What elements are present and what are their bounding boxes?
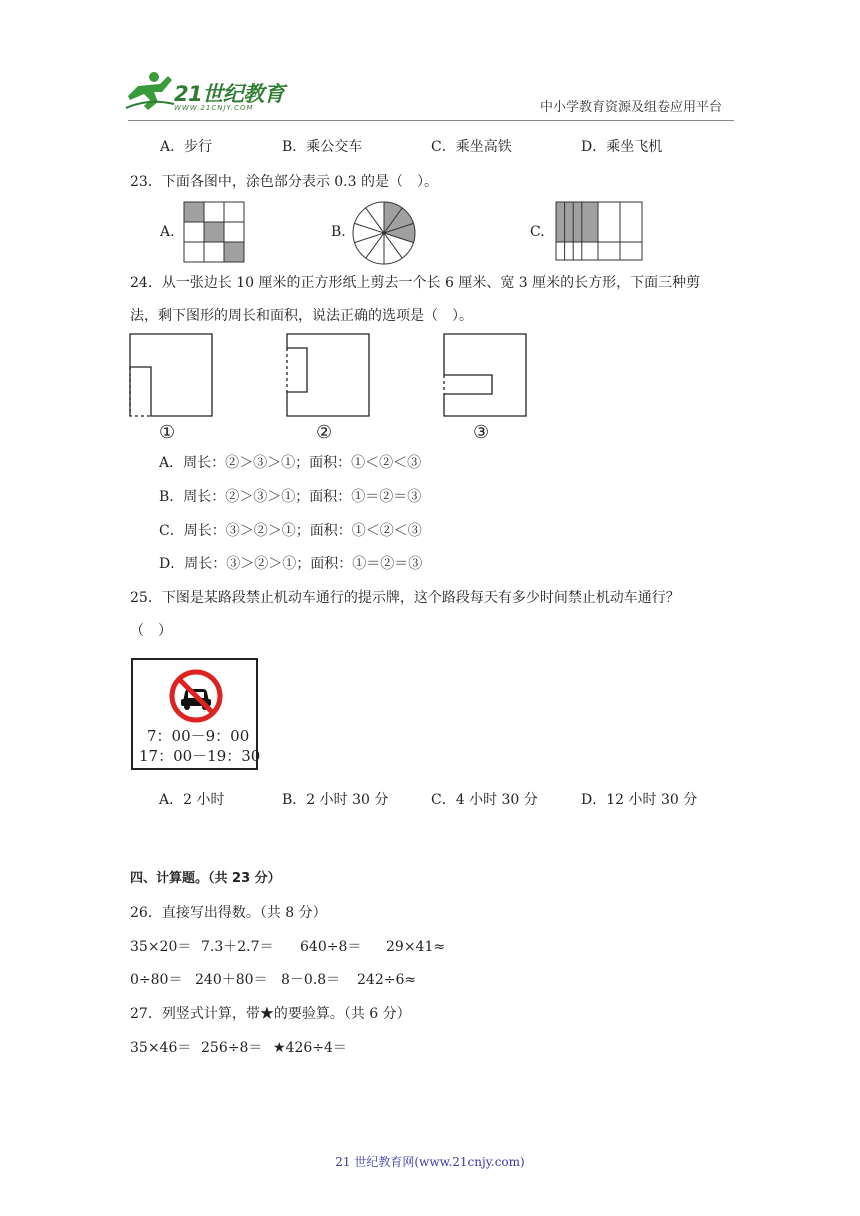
q25-sign-line2: 17：00－19：30 xyxy=(139,747,261,765)
q24-figure-3 xyxy=(442,333,528,419)
q26-stem: 26．直接写出得数。（共 8 分） xyxy=(130,905,327,921)
no-motor-vehicle-icon xyxy=(168,668,224,724)
q27-item2: 256÷8＝ xyxy=(201,1040,263,1056)
q22-option-b: B．乘公交车 xyxy=(282,139,363,155)
q24-figure-1 xyxy=(128,333,214,419)
q26-r1-item4: 29×41≈ xyxy=(386,939,446,955)
q26-r1-item2: 7.3＋2.7＝ xyxy=(201,939,274,955)
q26-r2-item2: 240＋80＝ xyxy=(195,972,268,988)
q26-r2-item3: 8－0.8＝ xyxy=(281,972,341,988)
logo-text: 21世纪教育 xyxy=(174,82,285,106)
q24-option-c: C．周长：③＞②＞①；面积：①＜②＜③ xyxy=(159,523,422,539)
q25-sign-line1: 7：00－9：00 xyxy=(147,727,250,745)
q22-option-d: D．乘坐飞机 xyxy=(581,139,663,155)
q25-option-c: C．4 小时 30 分 xyxy=(431,792,538,808)
q26-r2-item4: 242÷6≈ xyxy=(357,972,417,988)
q23-figure-c-bars xyxy=(555,201,643,261)
q24-figure-2 xyxy=(285,333,371,419)
q25-option-d: D．12 小时 30 分 xyxy=(581,792,698,808)
q25-stem-line1: 25．下图是某路段禁止机动车通行的提示牌，这个路段每天有多少时间禁止机动车通行？ xyxy=(130,590,680,606)
q24-stem-line2: 法，剩下图形的周长和面积，说法正确的选项是（ ）。 xyxy=(130,308,473,324)
q24-figure-2-label: ② xyxy=(316,422,333,443)
q23-stem: 23．下面各图中，涂色部分表示 0.3 的是（ ）。 xyxy=(130,174,438,190)
q22-option-c: C．乘坐高铁 xyxy=(431,139,512,155)
q27-stem: 27．列竖式计算，带★的要验算。（共 6 分） xyxy=(130,1006,411,1022)
q26-r1-item1: 35×20＝ xyxy=(130,939,192,955)
section4-title: 四、计算题。（共 23 分） xyxy=(130,871,281,886)
q26-r2-item1: 0÷80＝ xyxy=(130,972,183,988)
q27-item3: ★426÷4＝ xyxy=(273,1040,347,1056)
q25-option-b: B．2 小时 30 分 xyxy=(282,792,389,808)
q23-figure-a-grid xyxy=(183,201,245,263)
runner-logo-icon xyxy=(124,68,176,114)
footer-link[interactable]: 21 世纪教育网(www.21cnjy.com) xyxy=(335,1155,525,1169)
site-label: 中小学教育资源及组卷应用平台 xyxy=(540,100,723,115)
q26-r1-item3: 640÷8＝ xyxy=(300,939,362,955)
q25-stem-line2: （ ） xyxy=(130,623,172,639)
q25-option-a: A．2 小时 xyxy=(159,792,225,808)
q22-option-a: A．步行 xyxy=(160,139,213,155)
q23-label-c: C. xyxy=(530,224,545,240)
q24-option-d: D．周长：③＞②＞①；面积：①＝②＝③ xyxy=(159,556,423,572)
q24-figure-3-label: ③ xyxy=(473,422,490,443)
q23-figure-b-circle xyxy=(351,200,417,266)
header-divider xyxy=(128,120,734,121)
logo-url: WWW.21CNJY.COM xyxy=(174,104,254,112)
q24-stem-line1: 24．从一张边长 10 厘米的正方形纸上剪去一个长 6 厘米、宽 3 厘米的长方形，下面三种剪 xyxy=(130,275,701,291)
q23-label-b: B. xyxy=(331,224,346,240)
q24-figure-1-label: ① xyxy=(159,422,176,443)
q24-option-b: B．周长：②＞③＞①；面积：①＝②＝③ xyxy=(159,489,422,505)
q24-option-a: A．周长：②＞③＞①；面积：①＜②＜③ xyxy=(159,455,422,471)
q23-label-a: A. xyxy=(160,224,175,240)
q27-item1: 35×46＝ xyxy=(130,1040,192,1056)
q25-sign xyxy=(131,658,261,770)
